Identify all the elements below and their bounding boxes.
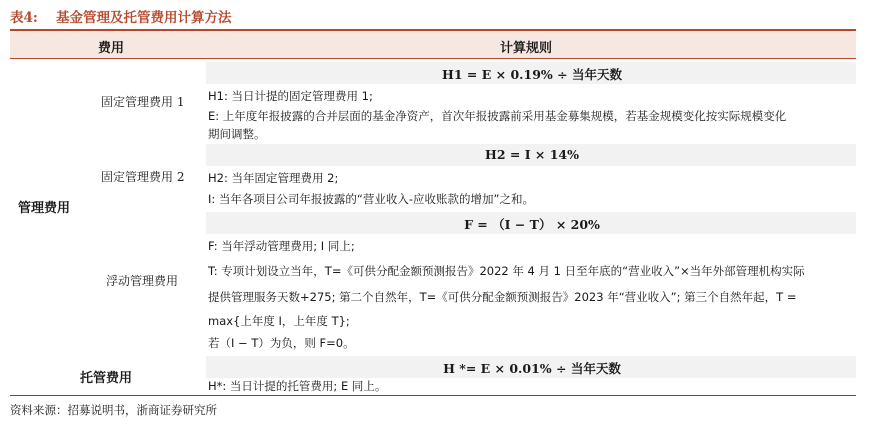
rule-line: T: 专项计划设立当年，T=《可供分配金额预测报告》2022 年 4 月 1 日至年底的“营业收入”×当年外部管理机构实际 <box>208 264 805 278</box>
group-management: 管理费用 <box>18 201 71 216</box>
fee-fixed1: 固定管理费用 1 <box>101 95 185 109</box>
formula-fixed2: H2 = I × 14% <box>485 147 579 162</box>
table-title-text: 基金管理及托管费用计算方法 <box>56 10 232 26</box>
rule-line: max{上年度 I，上年度 T}; <box>208 314 350 328</box>
rule-line: 期间调整。 <box>208 127 266 141</box>
fee-fixed2: 固定管理费用 2 <box>101 170 185 184</box>
column-header-fee: 费用 <box>98 41 125 56</box>
formula-custody: H *= E × 0.01% ÷ 当年天数 <box>443 361 621 376</box>
rule-line: 提供管理服务天数+275; 第二个自然年，T=《可供分配金额预测报告》2023 年“营业收入”; 第三个自然年起，T = <box>208 290 797 304</box>
rule-line: E: 上年度年报披露的合并层面的基金净资产，首次年报披露前采用基金募集规模，若基金规模变化按实际规模变化 <box>208 109 787 123</box>
formula-fixed1: H1 = E × 0.19% ÷ 当年天数 <box>442 67 622 82</box>
table-number: 表4: <box>10 10 38 26</box>
rule-line: H1: 当日计提的固定管理费用 1; <box>208 89 373 103</box>
rule-line: 若（I − T）为负，则 F=0。 <box>208 336 355 350</box>
rule-line: F: 当年浮动管理费用; I 同上; <box>208 239 355 253</box>
rule-line: I: 当年各项目公司年报披露的“营业收入-应收账款的增加”之和。 <box>208 192 534 206</box>
column-header-rule: 计算规则 <box>500 41 553 56</box>
header-rule <box>10 58 856 59</box>
table-title <box>10 6 232 26</box>
header-band <box>10 31 856 58</box>
bottom-rule <box>10 395 856 396</box>
group-custody: 托管费用 <box>80 371 133 386</box>
rule-line: H2: 当年固定管理费用 2; <box>208 171 339 185</box>
source-note: 资料来源：招募说明书，浙商证券研究所 <box>10 403 217 417</box>
formula-floating: F = （I − T） × 20% <box>464 217 600 232</box>
fee-floating: 浮动管理费用 <box>106 274 179 288</box>
rule-line: H*: 当日计提的托管费用; E 同上。 <box>208 379 387 393</box>
